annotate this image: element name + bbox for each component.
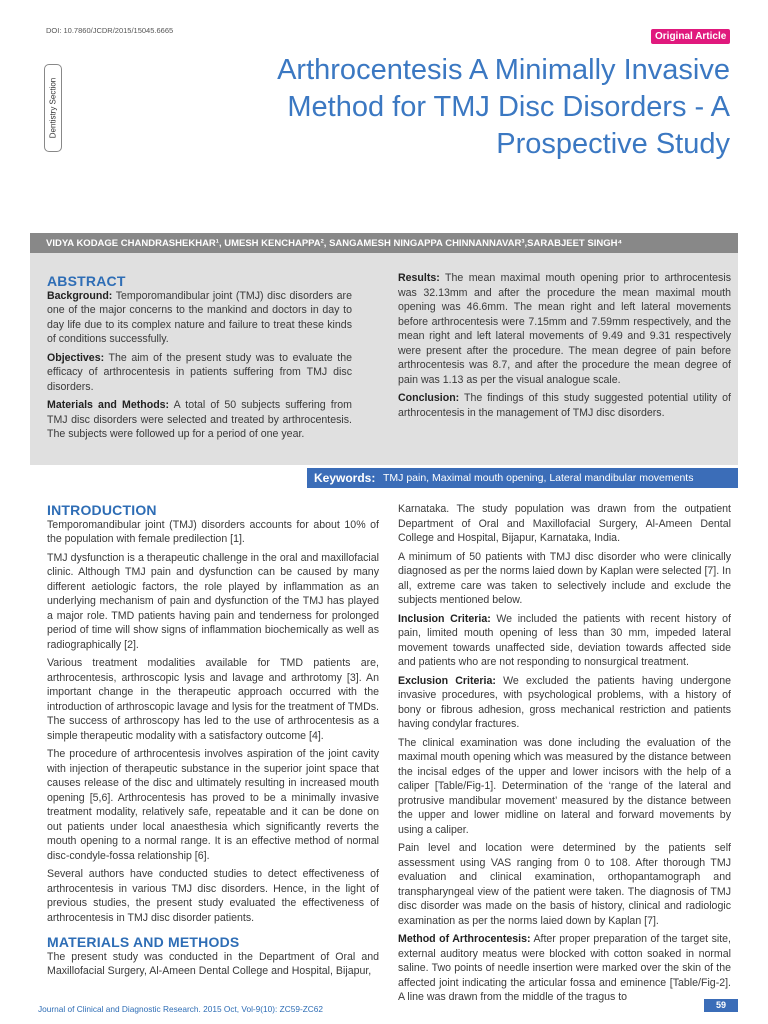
- exclusion-text: We excluded the patients having undergone invasive procedures, with psychological problems, with a history of bony or fibrous adhesion, gross mechanical restriction and patients having condylar fractures.: [398, 674, 731, 730]
- intro-paragraph: TMJ dysfunction is a therapeutic challenge in the oral and maxillofacial clinic. Although TMJ pain and dysfunction can be caused by many different aetiologic factors, the role played by inflammation as an underlying mechanism of pain and dysfunction of the TMJ has played a major role. TMD patients having pain and tenderness for prolonged period of time will show signs of inflammation biochemically as well as radiographically [2].: [47, 551, 379, 651]
- inclusion-label: Inclusion Criteria:: [398, 612, 491, 625]
- article-type-badge: Original Article: [651, 29, 730, 44]
- introduction-heading: INTRODUCTION: [47, 502, 157, 518]
- conclusion-text: The findings of this study suggested potential utility of arthrocentesis in the management of TMJ disc disorders.: [398, 392, 731, 419]
- method-label: Method of Arthrocentesis:: [398, 933, 531, 945]
- methods-paragraph: The present study was conducted in the Department of Oral and Maxillofacial Surgery, Al-Ameen Dental College and Hospital, Bijapur,: [47, 950, 379, 977]
- background-text: Temporomandibular joint (TMJ) disc disorders are one of the major concerns to the mankind and doctors in day to day life due to its complex nature and failure to treat these kinds of conditions successfully.: [47, 289, 352, 345]
- inclusion-paragraph: [398, 612, 731, 670]
- results-text: The mean maximal mouth opening prior to arthrocentesis was 32.13mm and after the procedure the mean maximal mouth opening was 46.6mm. The mean right and left lateral movements before arthrocentesis were 7.15mm and 7.59mm respectively, and the mean right and left lateral movements of 9.49 and 9.31 respectively were present after the procedure. The mean degree of pain before arthrocentesis was 8.7, and after the procedure the mean degree of pain was 1.13 as per the visual analogue scale.: [398, 272, 731, 386]
- page-number: 59: [704, 999, 738, 1012]
- intro-paragraph: Various treatment modalities available for TMD patients are, arthrocentesis, arthroscopic lysis and lavage and arthrotomy [3]. An important change in the therapeutic approach occurred with the introduction of arthroscopic lavage and lysis for the treatment of TMDs. The success of arthroscopy has led to the use of arthrocentesis as a simple therapeutic modality with a satisfactory outcome [4].: [47, 657, 379, 742]
- results-label: Results:: [398, 272, 440, 284]
- objectives-label: Objectives:: [47, 351, 105, 364]
- abstract-methods: [47, 398, 352, 442]
- abstract-right: [398, 271, 731, 424]
- body-paragraph: Pain level and location were determined by the patients self assessment using VAS ranging from 0 to 108. After thorough TMJ evaluation and clinical examination, orthopantamograph and transpharyngeal view of the patient were taken. The diagnosis of TMJ disc disorder was made on the basis of history, clinical and radiologic examination as per the norms laied down by Kaplan [7].: [398, 842, 731, 927]
- body-paragraph: A minimum of 50 patients with TMJ disc disorder who were clinically diagnosed as per the norms laied down by Kaplan were selected [7]. In all, extreme care was taken to selectively include and exclude the subjects mentioned below.: [398, 550, 731, 606]
- journal-footer: Journal of Clinical and Diagnostic Research. 2015 Oct, Vol-9(10): ZC59-ZC62: [38, 1004, 323, 1014]
- keywords-value: TMJ pain, Maximal mouth opening, Lateral mandibular movements: [383, 472, 694, 484]
- section-label: Dentistry Section: [48, 77, 58, 139]
- exclusion-label: Exclusion Criteria:: [398, 674, 496, 687]
- author-list: VIDYA KODAGE CHANDRASHEKHAR¹, UMESH KENCHAPPA², SANGAMESH NINGAPPA CHINNANNAVAR³,SARABJEET SINGH⁴: [46, 238, 623, 249]
- conclusion-label: Conclusion:: [398, 392, 460, 404]
- intro-paragraph: Temporomandibular joint (TMJ) disorders accounts for about 10% of the population with female predilection [1].: [47, 518, 379, 545]
- methods-label: Materials and Methods:: [47, 399, 170, 411]
- abstract-left: [47, 274, 352, 446]
- method-paragraph: [398, 932, 731, 1005]
- intro-paragraph: Several authors have conducted studies to detect effectiveness of arthrocentesis in various TMJ disc disorders. Hence, in the light of previous studies, the present study evaluated the effectiveness of arthrocentesis in TMJ disc disorder patients.: [47, 868, 379, 924]
- methods-heading: MATERIALS AND METHODS: [47, 934, 240, 950]
- article-title: Arthrocentesis A Minimally Invasive Method for TMJ Disc Disorders - A Prospective Study: [277, 54, 730, 160]
- abstract-background: [47, 289, 352, 347]
- exclusion-paragraph: [398, 674, 731, 732]
- abstract-objectives: [47, 351, 352, 395]
- method-text: After proper preparation of the target site, external auditory meatus were blocked with cotton soaked in normal saline. Two points of needle insertion were marked over the skin of the affected joint indicating the articular fossa and eminence [Table/Fig-2]. A line was drawn from the middle of the tragus to: [398, 933, 731, 1003]
- abstract-results: [398, 271, 731, 387]
- section-tab: [44, 64, 62, 152]
- body-paragraph: The clinical examination was done including the evaluation of the maximal mouth opening which was measured by the distance between the incisal edges of the upper and lower incisors with the help of a caliper [Table/Fig-1]. Determination of the ‘range of the lateral and protrusive mandibular movement’ measured by the distance between the upper and lower midline on lateral and forward movements by using a caliper.: [398, 736, 731, 836]
- keywords-bar: [307, 468, 738, 488]
- intro-paragraph: The procedure of arthrocentesis involves aspiration of the joint cavity with injection of therapeutic substance in the superior joint space that causes release of the disc and ultimately resulting in increased mouth opening [5,6]. Arthrocentesis has proved to be a minimally invasive treatment modality, relatively safe, repeatable and it can be done on out patients under local anaesthesia which significantly reverts the mouth opening to a normal range. It is an effective method of normal disc-condyle-fossa relationship [6].: [47, 748, 379, 862]
- background-label: Background:: [47, 289, 113, 302]
- doi-text: DOI: 10.7860/JCDR/2015/15045.6665: [46, 26, 174, 35]
- inclusion-text: We included the patients with recent history of pain, limited mouth opening of less than 30 mm, impeded lateral movement towards unaffected side, deviation towards affected side and patients who are not responding to nonsurgical treatment.: [398, 612, 732, 668]
- keywords-label: Keywords:: [314, 471, 376, 485]
- author-bar: [30, 233, 738, 253]
- left-column: [47, 503, 379, 983]
- methods-text: A total of 50 subjects suffering from TMJ disc disorders were selected and treated by arthrocentesis. The subjects were followed up for a period of one year.: [47, 399, 352, 440]
- body-paragraph: Karnataka. The study population was drawn from the outpatient Department of Oral and Maxillofacial Surgery, Al-Ameen Dental College and Hospital, Bijapur, Karnataka, India.: [398, 503, 731, 544]
- abstract-conclusion: [398, 391, 731, 420]
- right-column: [398, 502, 731, 1009]
- objectives-text: The aim of the present study was to evaluate the efficacy of arthrocentesis in patients suffering from TMJ disc disorders.: [47, 351, 352, 393]
- abstract-heading: ABSTRACT: [47, 273, 126, 289]
